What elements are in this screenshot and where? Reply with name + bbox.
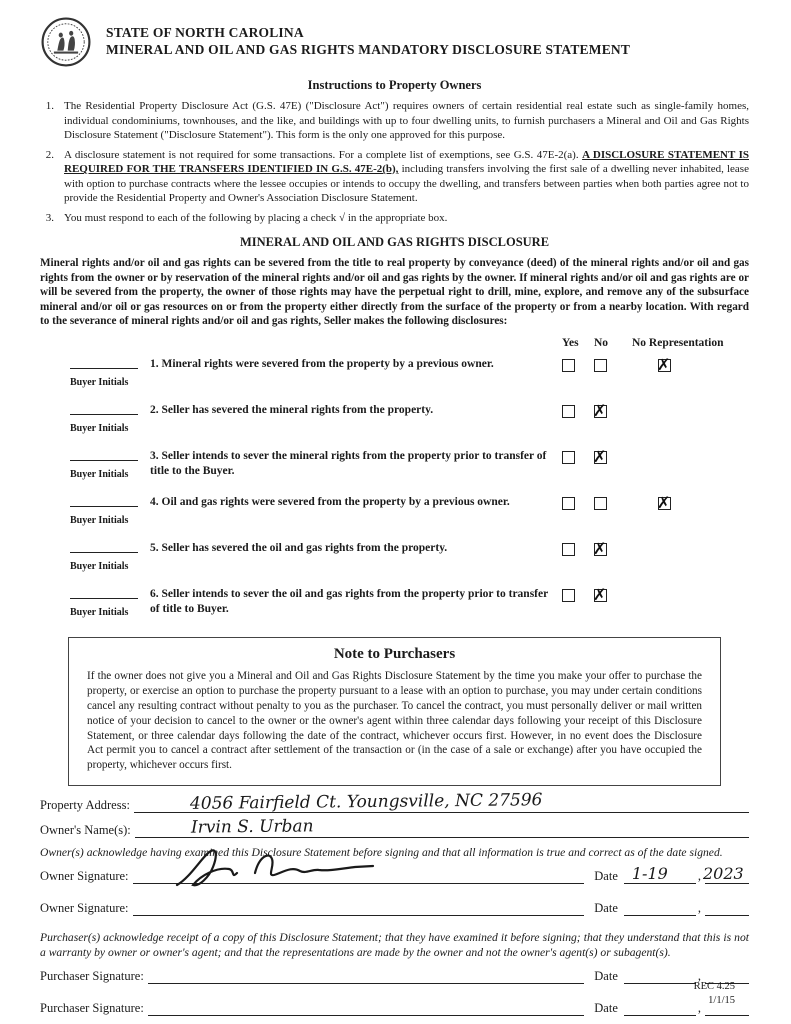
property-address-label: Property Address: [40, 798, 130, 813]
owner-signature-row-2: Owner Signature: Date , [40, 899, 749, 916]
owners-name-label: Owner's Name(s): [40, 823, 131, 838]
item-text: The Residential Property Disclosure Act (G.S. 47E) ("Disclosure Act") requires owners of certain residential real estate such as single-family homes, individual condominiums, townhouses, and the like, and buildings with up to four dwelling units, to furnish purchasers a Mineral and Oil and Gas Rights Disclosure Statement ("Disclosure Statement"). This form is the only one approved for this purpose. [64, 100, 749, 142]
yes-checkbox[interactable] [562, 359, 575, 372]
question-number: 1. [150, 357, 159, 370]
owner-date-year-field[interactable] [703, 864, 749, 884]
purchaser-signature-label: Purchaser Signature: [40, 1000, 144, 1015]
buyer-initials-label: Buyer Initials [70, 560, 129, 572]
owner-signature-field[interactable] [133, 899, 585, 916]
purchaser-signature-row-2: Purchaser Signature: Date , [40, 999, 749, 1016]
initials-line[interactable] [70, 414, 138, 418]
north-carolina-state-seal-icon [40, 16, 92, 68]
initials-line[interactable] [70, 506, 138, 510]
property-address-value: 4056 Fairfield Ct. Youngsville, NC 27596 [189, 790, 543, 815]
yes-checkbox[interactable] [562, 405, 575, 418]
item-text [64, 148, 749, 206]
note-to-purchasers-box [68, 637, 721, 786]
owner-date-value: 1-19 [631, 864, 668, 883]
note-body: If the owner does not give you a Mineral and Oil and Gas Rights Disclosure Statement by the time you make your offer to purchase the property, or exercise an option to purchase the property pursuant to a lease with an option to purchase, you may under certain conditions cancel any resulting contract without penalty to you as the purchaser. To cancel the contract, you must personally deliver or mail written notice of your decision to cancel to the owner or the owner's agent within three calendar days following your receipt of this Disclosure Statement, or three calendar days following the date of the contract, whichever occurs first. However, in no event does the Disclosure Act permit you to cancel a contract after settlement of the transaction or (in the case of a sale or exchange) after you have occupied the property, whichever occurs first. [87, 669, 702, 772]
instruction-item-2 [40, 148, 749, 206]
owner-date-year-value: 2023 [703, 864, 744, 883]
question-number: 6. [150, 587, 159, 600]
form-footer [694, 980, 735, 1008]
item-number: 3. [45, 211, 54, 224]
form-code: REC 4.25 [693, 980, 735, 992]
no-representation-checkbox[interactable] [658, 359, 671, 372]
instruction-item-3 [40, 211, 749, 226]
form-title: MINERAL AND OIL AND GAS RIGHTS MANDATORY DISCLOSURE STATEMENT [106, 42, 631, 57]
purchaser-signature-field[interactable] [148, 967, 584, 984]
no-checkbox[interactable] [594, 451, 607, 464]
buyer-initials-field[interactable] [40, 495, 150, 541]
yes-checkbox[interactable] [562, 497, 575, 510]
purchaser-date-field[interactable] [624, 967, 696, 984]
property-address-row [40, 790, 749, 815]
owner-date-year-field[interactable] [705, 899, 749, 916]
instructions-list [40, 99, 749, 225]
question-number: 4. [150, 495, 159, 508]
form-revision-date: 1/1/15 [708, 994, 735, 1006]
question-text: 3. Seller intends to sever the mineral rights from the property prior to transfer of title to the Buyer. [150, 449, 547, 477]
item-text-after: including transfers involving the first sale of a dwelling never inhabited, lease with option to purchase contracts where the lessee occupies or intends to occupy the dwelling, and transfers between parties when both parties agree not to provide the Residential Property and Owner's Association Disclosure Statement. [64, 163, 749, 205]
column-header-yes: Yes [562, 336, 579, 349]
item-number: 2. [45, 148, 54, 161]
owners-name-value: Irvin S. Urban [190, 816, 314, 838]
purchaser-signature-field[interactable] [148, 999, 584, 1016]
owners-name-field[interactable] [135, 816, 749, 838]
date-label: Date [594, 1000, 618, 1015]
owner-signature-handwriting [173, 845, 383, 889]
yes-checkbox[interactable] [562, 589, 575, 602]
disclosure-intro: Mineral rights and/or oil and gas rights can be severed from the title to real property by conveyance (deed) of the mineral rights and/or oil and gas rights from the owner or by reservation of the mineral rights and/or oil and gas rights by the owner. If mineral rights and/or oil and gas rights are or will be severed from the property, the owner of those rights may have the perpetual right to drill, mine, explore, and remove any of the subsurface mineral and/or oil or gas resources on or from the property either directly from the surface of the property or from a nearby location. With regard to the severance of mineral rights and/or oil and gas rights, Seller makes the following disclosures: [40, 257, 749, 328]
buyer-initials-field[interactable] [40, 587, 150, 633]
owners-name-row [40, 816, 749, 838]
purchaser-date-field[interactable] [624, 999, 696, 1016]
owner-signature-label: Owner Signature: [40, 869, 129, 883]
buyer-initials-field[interactable] [40, 541, 150, 587]
owner-date-field[interactable] [624, 899, 696, 916]
no-checkbox[interactable] [594, 497, 607, 510]
question-text: 1. Mineral rights were severed from the property by a previous owner. [150, 357, 494, 370]
column-header-no-representation: No Representation [632, 336, 724, 349]
no-checkbox[interactable] [594, 359, 607, 372]
yes-checkbox[interactable] [562, 543, 575, 556]
no-checkbox[interactable] [594, 543, 607, 556]
column-header-no: No [594, 336, 609, 349]
item-text-underlined: A DISCLOSURE STATEMENT IS REQUIRED FOR THE TRANSFERS IDENTIFIED IN G.S. 47E-2(b), [64, 148, 750, 176]
no-checkbox[interactable] [594, 405, 607, 418]
buyer-initials-field[interactable] [40, 357, 150, 403]
state-title: STATE OF NORTH CAROLINA [106, 25, 304, 41]
disclosure-heading: MINERAL AND OIL AND GAS RIGHTS DISCLOSURE [239, 235, 550, 250]
purchaser-acknowledgment: Purchaser(s) acknowledge receipt of a copy of this Disclosure Statement; that they have examined it before signing; that they understand that this is not a warranty by owner or owner's agent; and that the representations are made by the owner and not the owner's agent(s) or subagent(s). [40, 931, 749, 959]
date-label: Date [594, 869, 618, 883]
initials-line[interactable] [70, 460, 138, 464]
yes-checkbox[interactable] [562, 451, 575, 464]
owner-signature-label: Owner Signature: [40, 901, 129, 915]
question-text: 5. Seller has severed the oil and gas rights from the property. [150, 541, 448, 554]
buyer-initials-label: Buyer Initials [70, 468, 129, 480]
initials-line[interactable] [70, 552, 138, 556]
question-number: 2. [150, 403, 159, 416]
buyer-initials-label: Buyer Initials [70, 606, 129, 618]
question-number: 5. [150, 541, 159, 554]
disclosure-table [40, 337, 749, 633]
item-text-before: A disclosure statement is not required for some transactions. For a complete list of exemptions, see G.S. 47E-2(a). [64, 148, 583, 161]
form-header [40, 16, 749, 68]
date-label: Date [594, 901, 618, 915]
question-text: 6. Seller intends to sever the oil and gas rights from the property prior to transfer of title to Buyer. [150, 587, 548, 615]
question-number: 3. [150, 449, 159, 462]
owner-acknowledgment: Owner(s) acknowledge having examined this Disclosure Statement before signing and that all information is true and correct as of the date signed. [40, 846, 723, 860]
date-label: Date [594, 968, 618, 983]
no-checkbox[interactable] [594, 589, 607, 602]
purchaser-signature-row-1: Purchaser Signature: Date , [40, 967, 749, 984]
owner-signature-row-1: Owner Signature: Date 1-19 , 2023 [40, 867, 749, 884]
owner-signature-field[interactable] [133, 867, 585, 884]
question-text: 4. Oil and gas rights were severed from the property by a previous owner. [150, 495, 510, 508]
item-number: 1. [45, 100, 54, 112]
initials-line[interactable] [70, 368, 138, 372]
buyer-initials-label: Buyer Initials [70, 376, 129, 388]
initials-line[interactable] [70, 598, 138, 602]
buyer-initials-field[interactable] [40, 449, 150, 495]
question-text: 2. Seller has severed the mineral rights from the property. [150, 403, 434, 416]
instructions-heading: Instructions to Property Owners [307, 78, 482, 92]
property-address-field[interactable] [134, 790, 749, 815]
buyer-initials-field[interactable] [40, 403, 150, 449]
item-text: You must respond to each of the following by placing a check √ in the appropriate box. [64, 211, 448, 224]
instruction-item-1 [40, 99, 749, 143]
buyer-initials-label: Buyer Initials [70, 514, 129, 526]
owner-date-field[interactable] [624, 864, 696, 884]
no-representation-checkbox[interactable] [658, 497, 671, 510]
buyer-initials-label: Buyer Initials [70, 422, 129, 434]
purchaser-signature-label: Purchaser Signature: [40, 968, 144, 983]
note-heading: Note to Purchasers [333, 645, 456, 662]
